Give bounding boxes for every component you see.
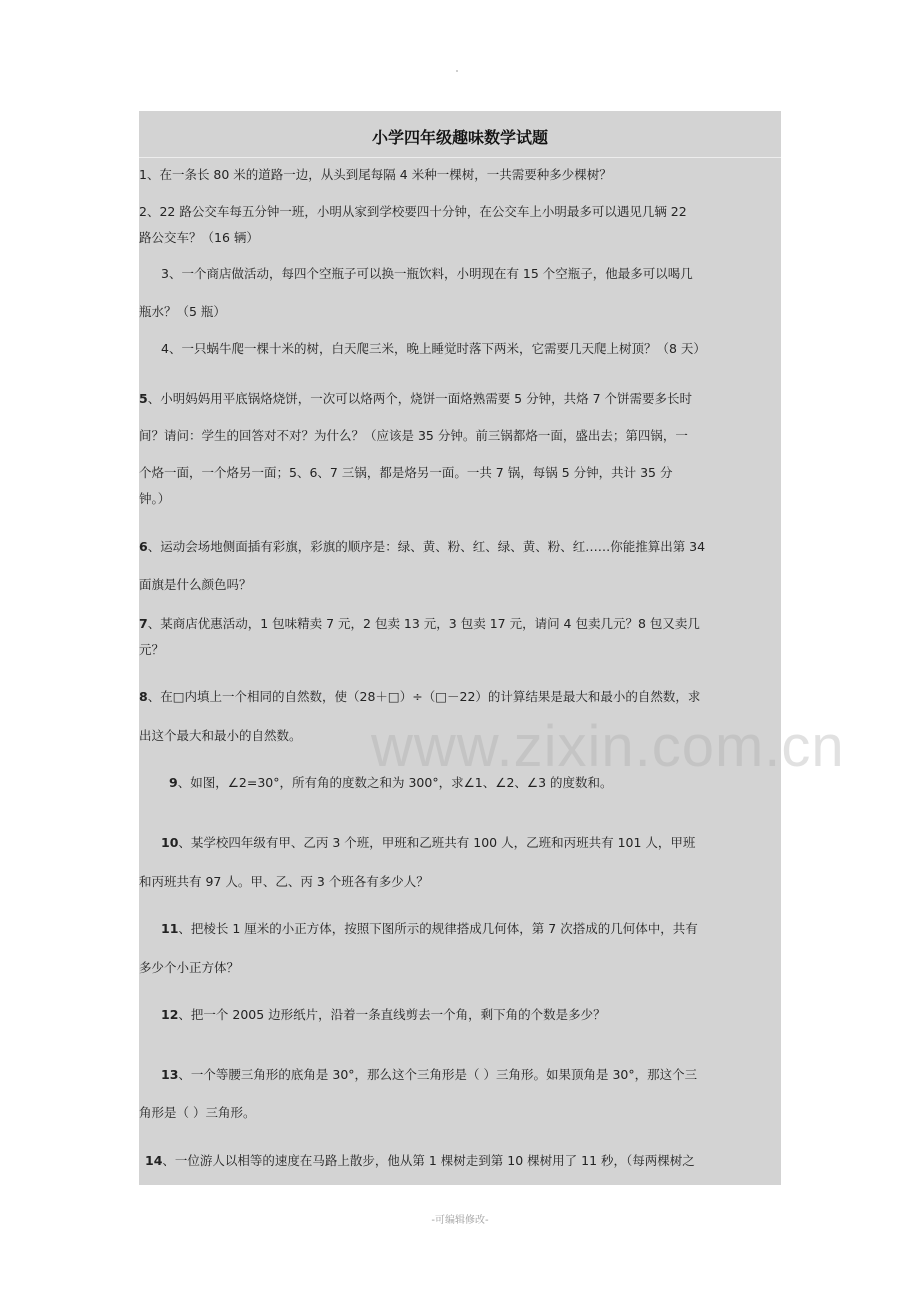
document-title: 小学四年级趣味数学试题 <box>371 128 548 147</box>
question-line: 瓶水？（5 瓶） <box>139 304 226 319</box>
question-line: 3、一个商店做活动，每四个空瓶子可以换一瓶饮料，小明现在有 15 个空瓶子，他最多可以喝几 <box>161 266 693 281</box>
question-line: 4、一只蜗牛爬一棵十米的树，白天爬三米，晚上睡觉时落下两米，它需要几天爬上树顶？（8 天） <box>161 341 706 356</box>
question-line: 6、运动会场地侧面插有彩旗，彩旗的顺序是：绿、黄、粉、红、绿、黄、粉、红……你能推算出第 34 <box>139 539 706 554</box>
question-line: 钟。） <box>139 491 171 506</box>
question-line: 13、一个等腰三角形的底角是 30°，那么这个三角形是（ ）三角形。如果顶角是 30°，那这个三 <box>161 1067 698 1082</box>
question-line: 1、在一条长 80 米的道路一边，从头到尾每隔 4 米种一棵树，一共需要种多少棵树？ <box>139 167 612 182</box>
question-line: 14、一位游人以相等的速度在马路上散步，他从第 1 棵树走到第 10 棵树用了 11 秒，（每两棵树之 <box>145 1153 695 1168</box>
watermark: www.zixin.com.cn <box>371 714 845 779</box>
page-dot <box>456 70 458 72</box>
question-line: 和丙班共有 97 人。甲、乙、丙 3 个班各有多少人？ <box>139 874 429 889</box>
question-line: 10、某学校四年级有甲、乙丙 3 个班，甲班和乙班共有 100 人，乙班和丙班共有 101 人，甲班 <box>161 835 696 850</box>
question-line: 8、在□内填上一个相同的自然数，使（28＋□）÷（□－22）的计算结果是最大和最小的自然数，求 <box>139 689 701 704</box>
question-line: 5、小明妈妈用平底锅烙烧饼，一次可以烙两个，烧饼一面烙熟需要 5 分钟，共烙 7 个饼需要多长时 <box>139 391 693 406</box>
question-line: 角形是（ ）三角形。 <box>139 1105 256 1120</box>
question-line: 出这个最大和最小的自然数。 <box>139 728 302 743</box>
question-line: 2、22 路公交车每五分钟一班，小明从家到学校要四十分钟，在公交车上小明最多可以遇见几辆 22 <box>139 204 687 219</box>
page-footer: -可编辑修改- <box>431 1215 489 1226</box>
question-line: 7、某商店优惠活动，1 包味精卖 7 元，2 包卖 13 元，3 包卖 17 元，请问 4 包卖几元？8 包又卖几 <box>139 616 700 631</box>
question-line: 多少个小正方体？ <box>139 960 240 975</box>
question-line: 11、把棱长 1 厘米的小正方体，按照下图所示的规律搭成几何体，第 7 次搭成的几何体中，共有 <box>161 921 698 936</box>
question-line: 元？ <box>139 642 165 657</box>
document-page <box>139 111 845 1185</box>
question-line: 9、如图，∠2=30°，所有角的度数之和为 300°，求∠1、∠2、∠3 的度数和。 <box>169 775 613 790</box>
question-line: 间？请问：学生的回答对不对？为什么？（应该是 35 分钟。前三锅都烙一面，盛出去；第四锅，一 <box>139 428 688 443</box>
question-line: 12、把一个 2005 边形纸片，沿着一条直线剪去一个角，剩下角的个数是多少？ <box>161 1007 606 1022</box>
question-line: 个烙一面，一个烙另一面；5、6、7 三锅，都是烙另一面。一共 7 锅，每锅 5 分钟，共计 35 分 <box>139 465 673 480</box>
title-band <box>139 111 781 158</box>
question-line: 路公交车？（16 辆） <box>139 230 259 245</box>
question-line: 面旗是什么颜色吗？ <box>139 577 252 592</box>
